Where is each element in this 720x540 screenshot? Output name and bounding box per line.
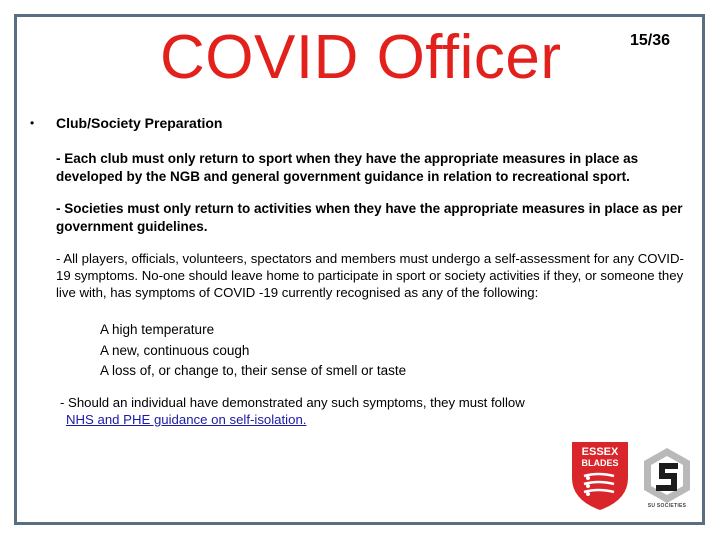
essex-blades-logo xyxy=(568,438,632,512)
symptom-item: A high temperature xyxy=(100,322,215,337)
paragraph-self-assessment: - All players, officials, volunteers, spectators and members must undergo a self-assessment for any COVID-19 symptoms. No-one should leave home to participate in sport or society activities if they, or someone they live with, has symptoms of COVID -19 currently recognised as any of the following: xyxy=(56,251,684,300)
bullet-marker: • xyxy=(30,116,35,130)
paragraph-societies: - Societies must only return to activities when they have the appropriate measures in place as per government guidelines. xyxy=(56,201,683,234)
blades-logo-line1: ESSEX xyxy=(581,446,619,458)
slide-title: COVID Officer xyxy=(160,23,562,92)
blades-logo-line2: BLADES xyxy=(581,458,619,468)
su-societies-label: SU SOCIETIES xyxy=(647,503,687,509)
nhs-phe-guidance-link[interactable]: NHS and PHE guidance on self-isolation. xyxy=(66,412,307,427)
section-heading: Club/Society Preparation xyxy=(56,115,223,131)
symptoms-list xyxy=(100,320,406,382)
isolation-paragraph xyxy=(60,394,525,428)
page-number: 15/36 xyxy=(630,32,671,49)
paragraph-clubs: - Each club must only return to sport when they have the appropriate measures in place as developed by the NGB and general government guidance in relation to recreational sport. xyxy=(56,151,639,184)
symptom-item: A loss of, or change to, their sense of smell or taste xyxy=(100,363,407,378)
isolation-text: - Should an individual have demonstrated any such symptoms, they must follow xyxy=(60,395,525,410)
symptom-item: A new, continuous cough xyxy=(100,342,250,358)
